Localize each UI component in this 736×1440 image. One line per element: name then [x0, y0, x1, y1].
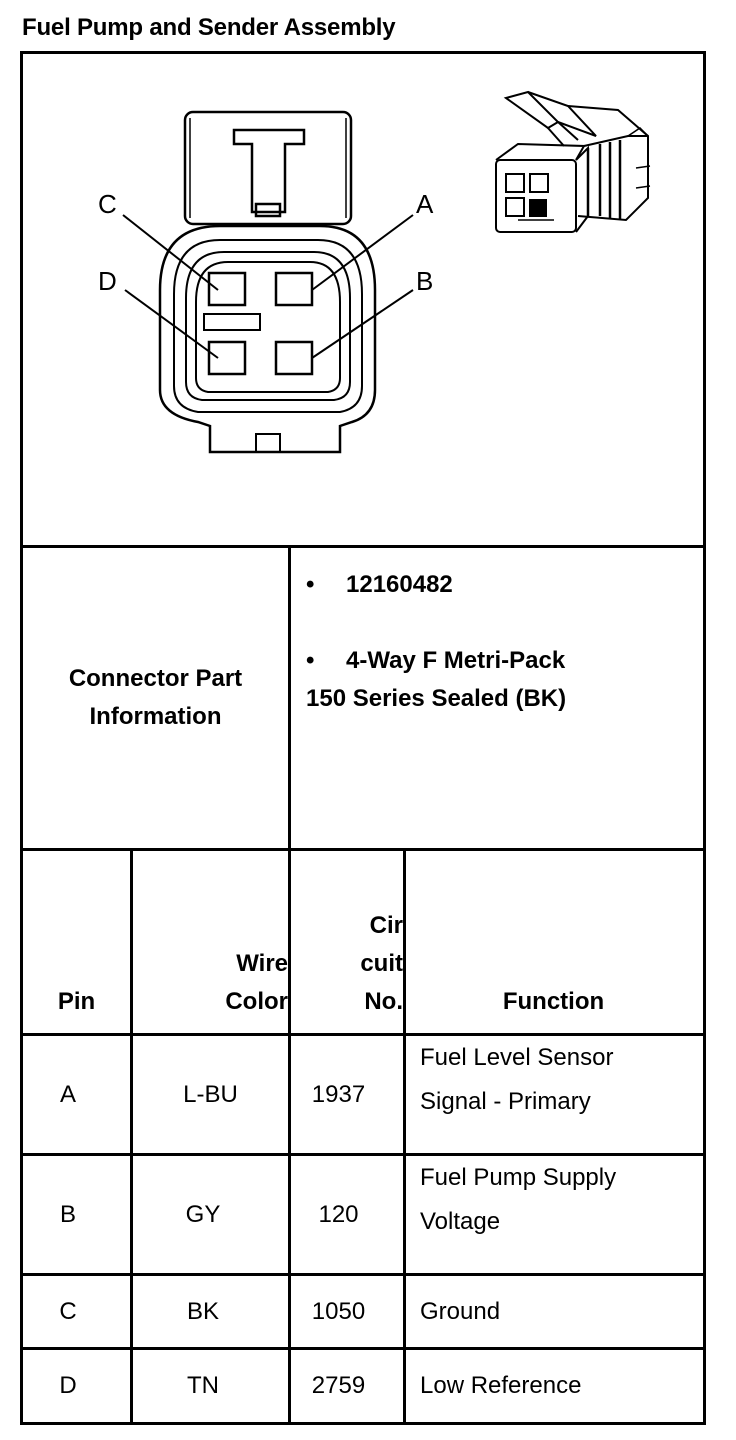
- table-row-d-function: Low Reference: [420, 1372, 582, 1399]
- part-number-item: [306, 566, 701, 604]
- table-row-b-wire: GY: [185, 1200, 221, 1228]
- table-row-c-circuit: 1050: [311, 1297, 366, 1325]
- page-title: Fuel Pump and Sender Assembly: [22, 14, 396, 41]
- table-row-d-circuit: 2759: [311, 1372, 366, 1399]
- connector-face-diagram: [90, 100, 460, 470]
- header-circuit: Cir cuit No.: [360, 912, 403, 1015]
- table-row-b-function: Fuel Pump Supply Voltage: [420, 1164, 617, 1235]
- connector-info-label: [23, 548, 288, 848]
- bullet-mark: •: [306, 571, 315, 598]
- description-line-2: 150 Series Sealed (BK): [306, 685, 567, 712]
- cavity-b: [276, 342, 312, 374]
- table-row-b-circuit: 120: [318, 1200, 359, 1228]
- pin-label-c: C: [98, 189, 117, 219]
- cavity-d: [209, 342, 245, 374]
- part-number: 12160482: [346, 571, 453, 598]
- cavity-c: [209, 273, 245, 305]
- divider-info-column: [288, 545, 291, 851]
- header-pin: Pin: [57, 988, 96, 1015]
- header-wire-color: Wire Color: [225, 950, 288, 1015]
- connector-info-label-text: Connector Part Information: [68, 665, 243, 730]
- table-row-d-pin: D: [59, 1372, 77, 1399]
- table-row-a-function: Fuel Level Sensor Signal - Primary: [420, 1044, 614, 1115]
- pin-label-a: A: [416, 189, 434, 219]
- table-row-d-wire: TN: [187, 1372, 219, 1399]
- connector-iso-picture: [488, 88, 658, 248]
- bullet-mark: •: [306, 647, 315, 674]
- pin-label-b: B: [416, 266, 434, 296]
- table-row-a-circuit: 1937: [311, 1080, 366, 1108]
- pin-label-d: D: [98, 266, 117, 296]
- description-line-1: 4-Way F Metri-Pack: [346, 647, 566, 674]
- cavity-a: [276, 273, 312, 305]
- table-row-c-pin: C: [59, 1297, 77, 1325]
- description-item: [306, 642, 701, 680]
- header-function: Function: [502, 988, 605, 1015]
- table-row-a-pin: A: [59, 1080, 76, 1108]
- table-row-c-function: Ground: [420, 1297, 501, 1325]
- table-row-b-pin: B: [59, 1200, 76, 1228]
- table-row-c-wire: BK: [186, 1297, 219, 1325]
- table-row-a-wire: L-BU: [183, 1080, 238, 1108]
- connector-info-details: [306, 566, 701, 718]
